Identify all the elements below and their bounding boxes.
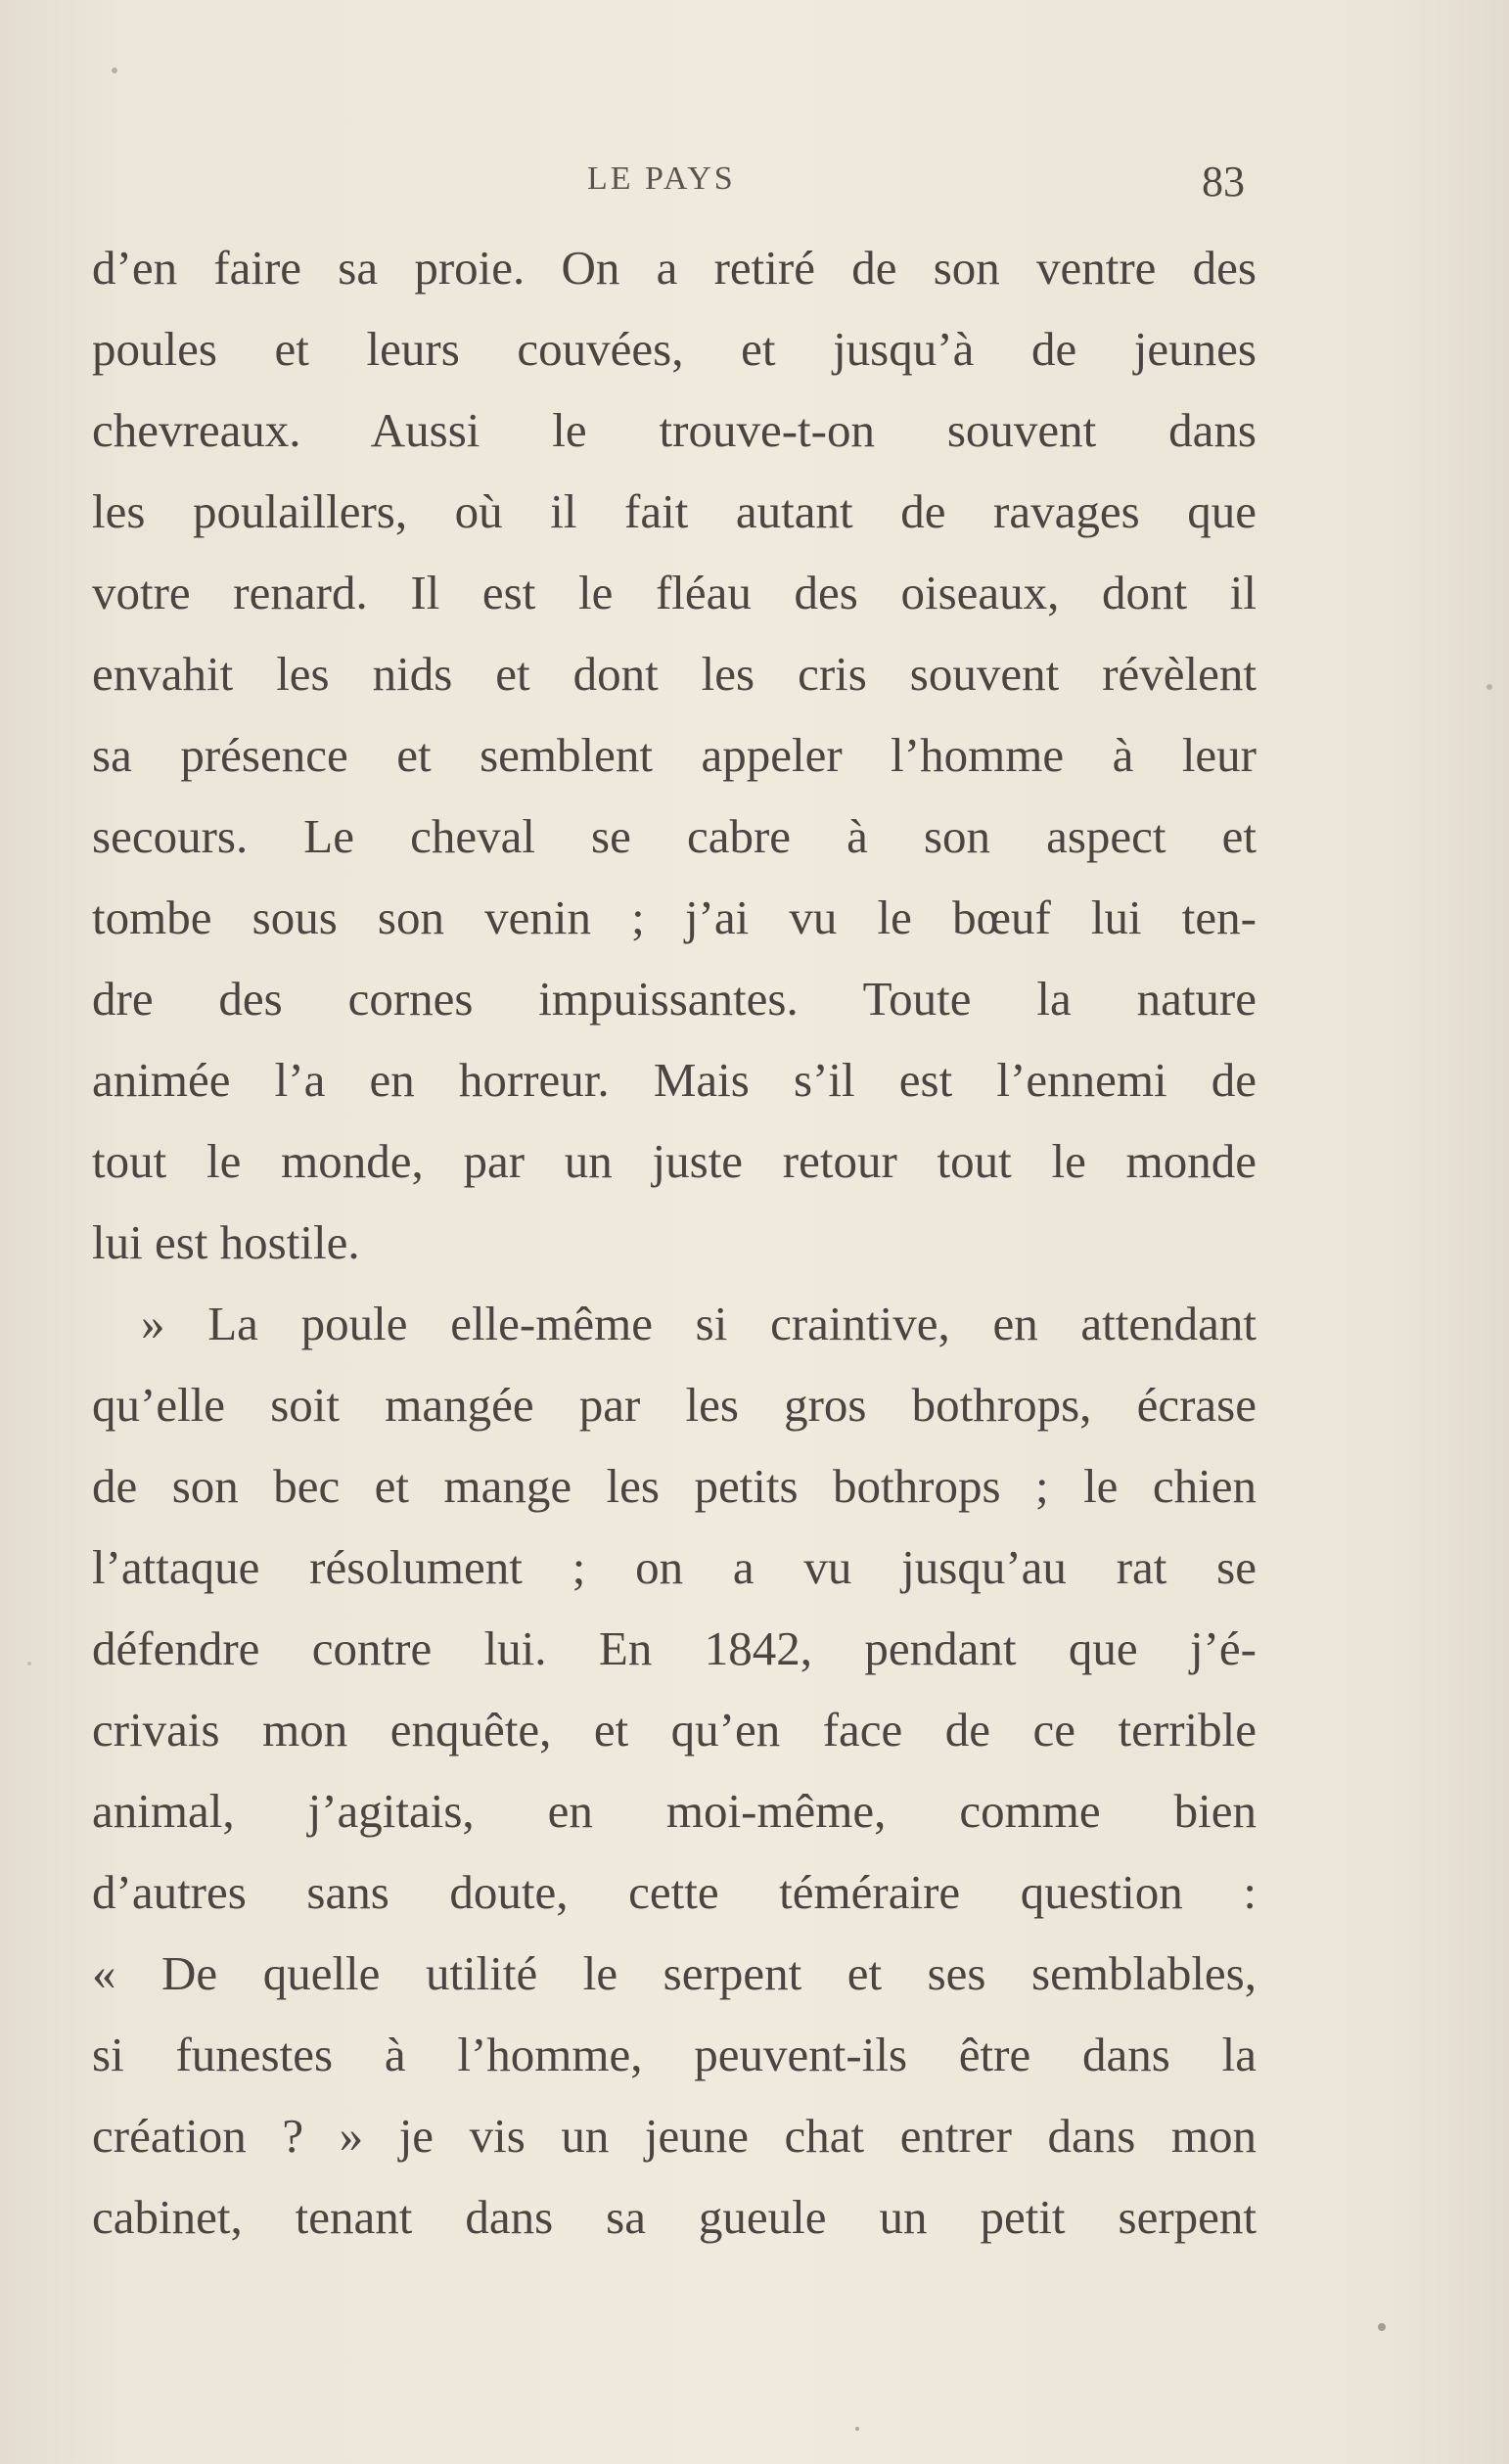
text-line: l’attaque résolument ; on a vu jusqu’au rat se: [92, 1540, 1257, 1594]
text-line: les poulaillers, où il fait autant de ravages que: [92, 484, 1257, 538]
text-line: tout le monde, par un juste retour tout le monde: [92, 1134, 1257, 1188]
paragraph-end-line: lui est hostile.: [92, 1215, 360, 1269]
text-line: qu’elle soit mangée par les gros bothrops, écrase: [92, 1378, 1257, 1432]
text-line: d’autres sans doute, cette téméraire question :: [92, 1865, 1257, 1919]
text-line: crivais mon enquête, et qu’en face de ce terrible: [92, 1703, 1257, 1757]
text-line: tombe sous son venin ; j’ai vu le bœuf lui ten-: [92, 890, 1257, 944]
paragraph-start-line: » La poule elle-même si craintive, en attendant: [141, 1297, 1257, 1350]
text-line: secours. Le cheval se cabre à son aspect et: [92, 809, 1257, 863]
text-line: dre des cornes impuissantes. Toute la nature: [92, 972, 1257, 1026]
text-line: si funestes à l’homme, peuvent-ils être dans la: [92, 2028, 1257, 2081]
text-line: poules et leurs couvées, et jusqu’à de jeunes: [92, 322, 1257, 376]
text-line: animée l’a en horreur. Mais s’il est l’ennemi de: [92, 1053, 1257, 1107]
text-line: animal, j’agitais, en moi-même, comme bien: [92, 1784, 1257, 1838]
text-line: chevreaux. Aussi le trouve-t-on souvent dans: [92, 403, 1257, 457]
text-line: « De quelle utilité le serpent et ses semblables,: [92, 1946, 1257, 2000]
body-text: [92, 227, 1257, 2258]
text-line: d’en faire sa proie. On a retiré de son ventre des: [92, 241, 1257, 295]
page-number: 83: [1202, 158, 1245, 205]
text-line: création ? » je vis un jeune chat entrer dans mon: [92, 2109, 1257, 2163]
running-head: [0, 157, 1509, 215]
running-title: LE PAYS: [587, 160, 736, 197]
text-line: sa présence et semblent appeler l’homme à leur: [92, 728, 1257, 782]
text-line: défendre contre lui. En 1842, pendant que j’é-: [92, 1621, 1257, 1675]
text-line: de son bec et mange les petits bothrops ; le chien: [92, 1459, 1257, 1513]
text-line: envahit les nids et dont les cris souvent révèlent: [92, 647, 1257, 701]
text-line: votre renard. Il est le fléau des oiseaux, dont il: [92, 566, 1257, 619]
text-line: cabinet, tenant dans sa gueule un petit serpent: [92, 2190, 1257, 2244]
